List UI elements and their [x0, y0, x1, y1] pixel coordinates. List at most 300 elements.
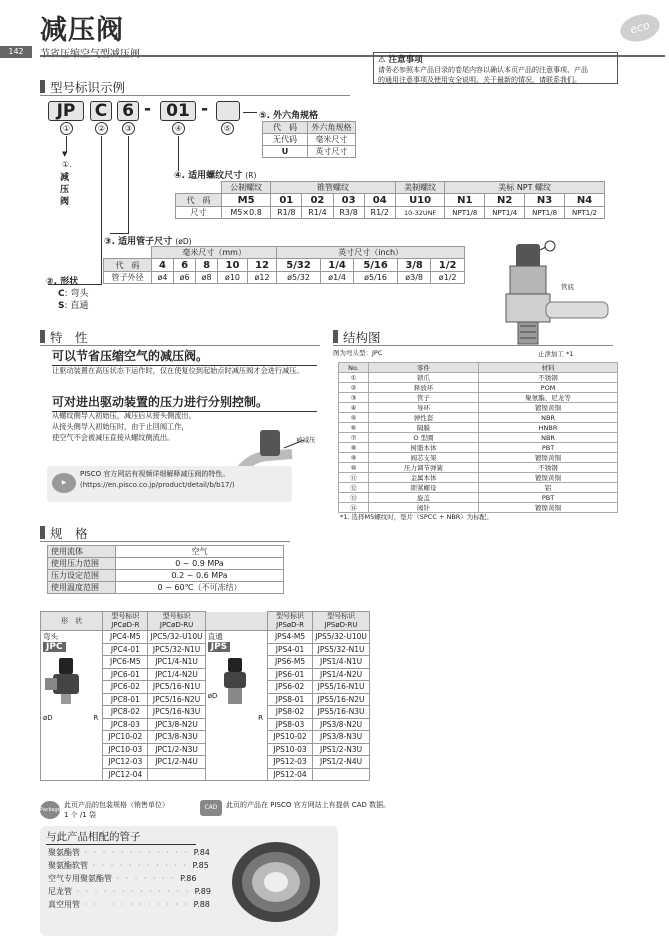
prod-head-col: JPSøD-R	[276, 621, 304, 629]
circle-3: ③	[122, 122, 135, 135]
model-cell: JPS1/4-N1U	[313, 656, 370, 669]
straight-label: 直通	[207, 632, 223, 641]
model-cell: JPC6-02	[103, 681, 148, 694]
model-cell: JPC10-02	[103, 731, 148, 744]
prod-head-col: JPSøD-RU	[324, 621, 358, 629]
model-cell: JPS6-M5	[267, 656, 312, 669]
part-material: 聚氨酯、尼龙等	[479, 393, 618, 403]
feature-1-title: 可以节省压缩空气的减压阀。	[52, 347, 317, 366]
prod-head-model: 型号标识	[276, 612, 305, 620]
part-material: 铝	[479, 483, 618, 493]
spec-row	[48, 570, 284, 582]
spec-value: 空气	[116, 546, 284, 558]
tube-item[interactable]: 聚氨酯管 · · · · · · · · · · · · P.84	[48, 848, 210, 857]
parts-row	[339, 393, 618, 403]
tube-od: ø1/2	[431, 272, 465, 284]
model-cell: JPC3/8-N2U	[148, 718, 205, 731]
model-cell: JPC6-01	[103, 668, 148, 681]
tube-code: 6	[174, 259, 196, 272]
thread-size: 10-32UNF	[395, 207, 445, 219]
model-cell: JPC1/2-N4U	[148, 756, 205, 769]
elbow-code: JPC	[43, 642, 66, 652]
knob-shape	[516, 244, 540, 268]
tube-code-label: 代 码	[104, 259, 152, 272]
thread-group-taper: 锥管螺纹	[271, 182, 396, 194]
part-name: 释放环	[369, 383, 479, 393]
thread-size: M5×0.8	[222, 207, 271, 219]
part-material: 镀镍黄铜	[479, 453, 618, 463]
model-cell: JPC8-03	[103, 718, 148, 731]
spec-row	[48, 582, 284, 594]
video-link[interactable]: (https://en.pisco.co.jp/product/detail/b/b17/)	[80, 481, 235, 489]
model-cell	[313, 768, 370, 781]
part-no: ③	[339, 393, 369, 403]
code-box-series: JP	[48, 101, 84, 121]
page-title: 减压阀	[40, 15, 124, 46]
shape-label: ②. 形状	[46, 277, 79, 287]
model-cell: JPC5/16-N3U	[148, 706, 205, 719]
tube-page: P.86	[180, 874, 197, 883]
tube-od: ø12	[247, 272, 277, 284]
model-cell: JPS8-02	[267, 706, 312, 719]
model-cell: JPS1/2-N4U	[313, 756, 370, 769]
model-cell: JPC3/8-N3U	[148, 731, 205, 744]
table-row	[41, 631, 370, 644]
shape-s-code: S	[58, 301, 65, 311]
eco-badge: eco	[617, 10, 662, 45]
thread-code: 04	[364, 194, 395, 207]
tube-code: 4	[152, 259, 174, 272]
shape-c-code: C	[58, 289, 65, 299]
part-name: 旋盖	[369, 493, 479, 503]
label-stop-process	[538, 349, 573, 358]
feature-2-title: 可对进出驱动装置的压力进行分别控制。	[52, 393, 317, 412]
code-box-hex	[216, 101, 240, 121]
spec-row	[48, 546, 284, 558]
label-reduced: 被减压	[296, 436, 316, 444]
straight-od-label: øD	[207, 692, 218, 700]
tube-item[interactable]: 聚氨酯软管 · · · · · · · · · · · P.85	[48, 861, 209, 870]
thread-label	[174, 168, 256, 181]
model-cell: JPC5/16-N1U	[148, 681, 205, 694]
notice-line-2: 的通用注意事项及使用安全说明。关于最新的情况，请联系我们。	[378, 76, 581, 84]
hex-row1-code: 无代码	[263, 134, 308, 146]
thread-size-label: 尺寸	[176, 207, 222, 219]
prod-shape-head: 形 状	[41, 612, 103, 631]
part-name: 锁爪	[369, 373, 479, 383]
part-material: POM	[479, 383, 618, 393]
thread-size: NPT1/8	[525, 207, 565, 219]
spec-value: 0 ~ 60℃（不可冻结）	[116, 582, 284, 594]
tube-name: 空气专用聚氨酯管	[48, 874, 112, 883]
circle-2: ②	[95, 122, 108, 135]
tube-corner	[104, 247, 152, 259]
tube-unit: (øD)	[175, 237, 192, 246]
tube-code: 1/2	[431, 259, 465, 272]
thread-code: U10	[395, 194, 445, 207]
thread-group-us: 美制螺纹	[395, 182, 445, 194]
model-cell: JPS8-03	[267, 718, 312, 731]
feature-2-line-2: 从接头侧导入初始压时，由于止回阀工作，	[52, 422, 189, 431]
tube-od: ø4	[152, 272, 174, 284]
shape-straight	[58, 298, 88, 311]
video-icon: ▶	[52, 473, 76, 493]
tube-code: 5/16	[354, 259, 397, 272]
prod-head-col: JPCøD-RU	[159, 621, 194, 629]
model-cell	[148, 768, 205, 781]
body-upper-shape	[510, 266, 546, 296]
cad-icon: CAD	[200, 800, 222, 816]
code-dash-1: -	[144, 99, 152, 119]
thread-size: NPT1/2	[565, 207, 605, 219]
tube-od: ø5/32	[277, 272, 320, 284]
tube-name: 真空用管	[48, 900, 80, 909]
item1-number: ①.	[62, 160, 72, 169]
parts-row	[339, 493, 618, 503]
circle-1: ①	[60, 122, 73, 135]
straight-cell	[205, 631, 267, 781]
part-material: 不锈钢	[479, 463, 618, 473]
parts-row	[339, 453, 618, 463]
model-cell: JPC4-M5	[103, 631, 148, 644]
model-cell: JPC8-02	[103, 706, 148, 719]
parts-row	[339, 403, 618, 413]
model-cell: JPC5/32-N1U	[148, 643, 205, 656]
body-lower-shape	[506, 294, 550, 322]
circle-5: ⑤	[221, 122, 234, 135]
model-cell: JPC5/32-U10U	[148, 631, 205, 644]
part-material: 镀镍黄铜	[479, 473, 618, 483]
part-name: 树脂本体	[369, 443, 479, 453]
prod-col-head-2	[148, 612, 205, 631]
circle-4: ④	[172, 122, 185, 135]
product-table	[40, 611, 370, 781]
model-cell: JPC6-M5	[103, 656, 148, 669]
elbow-cell	[41, 631, 103, 781]
model-cell: JPS5/16-N1U	[313, 681, 370, 694]
parts-row	[339, 423, 618, 433]
package-icon: Package	[40, 801, 60, 819]
thread-size: R3/8	[333, 207, 364, 219]
page-number: 142	[0, 46, 32, 58]
tube-group-mm: 毫米尺寸（mm）	[152, 247, 277, 259]
model-cell: JPS6-02	[267, 681, 312, 694]
model-cell: JPS6-01	[267, 668, 312, 681]
spec-value: 0.2 ~ 0.6 MPa	[116, 570, 284, 582]
prod-head-model: 型号标识	[162, 612, 191, 620]
model-cell: JPS10-02	[267, 731, 312, 744]
tube-od: ø6	[174, 272, 196, 284]
part-no: ①	[339, 373, 369, 383]
model-cell: JPS5/32-U10U	[313, 631, 370, 644]
tube-label-text: ③. 适用管子尺寸	[104, 237, 173, 247]
code-box-thread: 01	[160, 101, 196, 121]
notice-heading: 注意事项	[388, 55, 423, 65]
item1-label: 减压阀	[60, 173, 70, 207]
structure-heading: 结构图	[333, 328, 381, 346]
thread-code: N4	[565, 194, 605, 207]
model-cell: JPS4-M5	[267, 631, 312, 644]
prod-head-model: 型号标识	[327, 612, 356, 620]
elbow-product-image	[43, 656, 99, 706]
part-no: ⑥	[339, 423, 369, 433]
model-cell: JPC1/2-N3U	[148, 743, 205, 756]
part-name: 管子	[369, 393, 479, 403]
hex-row2-code: U	[263, 146, 308, 158]
parts-row	[339, 373, 618, 383]
model-cell: JPC8-01	[103, 693, 148, 706]
tube-page: P.88	[193, 900, 210, 909]
elbow-r-label: R	[93, 714, 99, 722]
specs-table	[47, 545, 284, 594]
page-subtitle	[40, 45, 140, 60]
model-cell: JPS5/16-N3U	[313, 706, 370, 719]
code-dash-2: -	[201, 99, 209, 119]
spec-key: 使用流体	[48, 546, 116, 558]
tubes-heading: 与此产品相配的管子	[46, 831, 141, 843]
elbow-label: 弯头	[43, 632, 58, 641]
tubes-list	[48, 846, 228, 911]
model-cell: JPC5/16-N2U	[148, 693, 205, 706]
features-heading: 特 性	[40, 328, 88, 346]
model-cell: JPC12-04	[103, 768, 148, 781]
tube-code: 1/4	[320, 259, 354, 272]
structure-rule	[333, 345, 613, 346]
specs-rule	[40, 541, 290, 542]
model-code-heading: 型号标识示例	[40, 78, 125, 96]
thread-code: M5	[222, 194, 271, 207]
part-no: ⑪	[339, 473, 369, 483]
model-cell: JPS3/8-N3U	[313, 731, 370, 744]
model-cell: JPS4-01	[267, 643, 312, 656]
part-name: 金属本体	[369, 473, 479, 483]
model-cell: JPC1/4-N1U	[148, 656, 205, 669]
tube-code: 5/32	[277, 259, 320, 272]
tube-group-inch: 英寸尺寸（inch）	[277, 247, 465, 259]
thread-code: N1	[445, 194, 485, 207]
parts-row	[339, 383, 618, 393]
label-tube-bottom: 管底	[561, 283, 574, 291]
features-rule	[40, 345, 320, 346]
hex-head-spec: 外六角规格	[308, 122, 356, 134]
thread-group-npt: 美标 NPT 螺纹	[445, 182, 605, 194]
model-cell: JPS8-01	[267, 693, 312, 706]
hex-head-code: 代 码	[263, 122, 308, 134]
structure-footnote: *1. 选择M5螺纹时，垫片（SPCC + NBR）为标配。	[340, 513, 493, 521]
thread-label-text: ④. 适用螺纹尺寸	[174, 171, 243, 181]
elbow-od-label: øD	[43, 714, 53, 722]
hex-row1-spec: 毫米尺寸	[308, 134, 356, 146]
tube-od: ø5/16	[354, 272, 397, 284]
model-cell: JPC1/4-N2U	[148, 668, 205, 681]
thread-table	[175, 181, 605, 219]
tube-item[interactable]: 真空用管 · · · · · · · · · · · · P.88	[48, 900, 210, 909]
package-value: 1 个 /1 袋	[64, 811, 96, 819]
feature-2-line-1: 从螺纹侧导入初始压，减压后从接头侧流出。	[52, 411, 196, 420]
part-no: ⑭	[339, 503, 369, 513]
notice-box	[373, 52, 618, 84]
model-cell: JPS5/32-N1U	[313, 643, 370, 656]
part-no: ⑤	[339, 413, 369, 423]
spec-row	[48, 558, 284, 570]
thread-size: NPT1/4	[485, 207, 525, 219]
part-no: ⑫	[339, 483, 369, 493]
part-material: 不锈钢	[479, 373, 618, 383]
notice-line-1: 请务必参照本产品目录的卷尾内容以确认本页产品的注意事项、产品	[378, 66, 588, 74]
part-no: ④	[339, 403, 369, 413]
part-material: PBT	[479, 493, 618, 503]
tube-name: 聚氨酯管	[48, 848, 80, 857]
thread-size-row	[176, 207, 605, 219]
shape-s-text: : 直通	[64, 301, 89, 311]
cutaway-illustration	[480, 236, 630, 360]
tube-name: 聚氨酯软管	[48, 861, 88, 870]
parts-row	[339, 473, 618, 483]
hex-table	[262, 121, 356, 158]
leader-5	[243, 112, 257, 113]
model-cell: JPS12-04	[267, 768, 312, 781]
structure-caption: 图为弯头型：JPC	[333, 349, 383, 357]
thread-code: N2	[485, 194, 525, 207]
package-text: 此页产品的包装规格（销售单位）	[64, 801, 169, 809]
tube-item[interactable]: 空气专用聚氨酯管 · · · · · · · P.86	[48, 874, 197, 883]
leader-4	[178, 136, 179, 171]
model-cell: JPS5/16-N2U	[313, 693, 370, 706]
leader-2	[101, 136, 102, 284]
tube-od-label: 管子外径	[104, 272, 152, 284]
shape-c-text: : 弯头	[64, 289, 89, 299]
part-material: NBR	[479, 433, 618, 443]
part-material: NBR	[479, 413, 618, 423]
thread-code: N3	[525, 194, 565, 207]
straight-code: JPS	[208, 642, 230, 652]
label-stop-ref: *1	[566, 350, 574, 358]
part-no: ②	[339, 383, 369, 393]
tube-table	[103, 246, 465, 284]
model-cell: JPC10-03	[103, 743, 148, 756]
tube-code: 8	[196, 259, 218, 272]
prod-col-head-4	[313, 612, 370, 631]
thread-code: 02	[302, 194, 333, 207]
tube-name: 尼龙管	[48, 887, 72, 896]
tube-od: ø1/4	[320, 272, 354, 284]
hex-row2-spec: 英寸尺寸	[308, 146, 356, 158]
tube-od: ø10	[218, 272, 248, 284]
part-no: ⑩	[339, 463, 369, 473]
parts-row	[339, 483, 618, 493]
thread-shape	[518, 322, 538, 344]
label-stop-text: 止泄加工	[538, 350, 564, 358]
part-name: 阀芯支架	[369, 453, 479, 463]
part-no: ⑬	[339, 493, 369, 503]
thread-size: R1/8	[271, 207, 302, 219]
part-name: 弹性套	[369, 413, 479, 423]
tubes-image	[228, 832, 334, 932]
part-no: ⑧	[339, 443, 369, 453]
parts-row	[339, 413, 618, 423]
model-cell: JPS12-03	[267, 756, 312, 769]
leader-3	[128, 136, 129, 233]
part-material: PBT	[479, 443, 618, 453]
model-cell: JPC12-03	[103, 756, 148, 769]
prod-col-head-3	[267, 612, 312, 631]
part-material: 镀镍黄铜	[479, 503, 618, 513]
tube-fitting-shape	[546, 302, 608, 318]
thread-size: NPT1/8	[445, 207, 485, 219]
part-no: ⑦	[339, 433, 369, 443]
valve-body-shape	[260, 430, 280, 456]
hex-label: ⑤. 外六角规格	[259, 111, 319, 121]
model-cell: JPS3/8-N2U	[313, 718, 370, 731]
warning-icon: ⚠	[378, 55, 386, 65]
part-material: 镀镍黄铜	[479, 403, 618, 413]
tubes-rule	[46, 844, 196, 845]
tube-page: P.85	[192, 861, 209, 870]
model-cell: JPS1/2-N3U	[313, 743, 370, 756]
part-material: HNBR	[479, 423, 618, 433]
leader-1-arrow: ▼	[62, 150, 68, 158]
thread-code: 03	[333, 194, 364, 207]
spec-key: 使用温度范围	[48, 582, 116, 594]
tube-od: ø8	[196, 272, 218, 284]
spec-key: 使用压力范围	[48, 558, 116, 570]
parts-row	[339, 433, 618, 443]
parts-row	[339, 463, 618, 473]
feature-2-line-3: 使空气不会被减压直接从螺纹侧流出。	[52, 433, 175, 442]
parts-col-part: 零件	[369, 363, 479, 373]
spec-key: 压力设定范围	[48, 570, 116, 582]
thread-unit: (R)	[245, 171, 257, 180]
tube-code: 3/8	[397, 259, 431, 272]
thread-group-metric: 公制螺纹	[222, 182, 271, 194]
parts-table	[338, 362, 618, 513]
video-text: PISCO 官方网站有视频详细解释减压阀的特性。	[80, 470, 230, 478]
part-name: 阀针	[369, 503, 479, 513]
feature-1-text: 让驱动装置在高压状态下运作时，仅在使复位到起始点时减压阀才会进行减压。	[52, 366, 304, 375]
tube-item[interactable]: 尼龙管 · · · · · · · · · · · · · P.89	[48, 887, 211, 896]
tube-page: P.84	[193, 848, 210, 857]
prod-head-col: JPCøD-R	[111, 621, 140, 629]
part-name: 隔膜	[369, 423, 479, 433]
code-box-tube: 6	[117, 101, 139, 121]
parts-col-no: No.	[339, 363, 369, 373]
tube-code: 10	[218, 259, 248, 272]
part-name: 导环	[369, 403, 479, 413]
tube-page: P.89	[194, 887, 211, 896]
thread-code: 01	[271, 194, 302, 207]
spec-value: 0 ~ 0.9 MPa	[116, 558, 284, 570]
straight-r-label: R	[258, 714, 263, 722]
thread-code-row	[176, 194, 605, 207]
cad-text: 此页的产品在 PISCO 官方网站上有提供 CAD 数据。	[226, 801, 391, 809]
thread-corner	[176, 182, 222, 194]
model-cell: JPS10-03	[267, 743, 312, 756]
specs-heading: 规 格	[40, 524, 88, 542]
prod-col-head-1	[103, 612, 148, 631]
tube-code-row	[104, 259, 465, 272]
thread-size: R1/2	[364, 207, 395, 219]
prod-shape-head-2	[205, 612, 267, 631]
thread-size: R1/4	[302, 207, 333, 219]
model-cell: JPC4-01	[103, 643, 148, 656]
code-box-shape: C	[90, 101, 112, 121]
part-name: O 型圈	[369, 433, 479, 443]
part-name: 锁紧螺母	[369, 483, 479, 493]
tube-code: 12	[247, 259, 277, 272]
parts-col-material: 材料	[479, 363, 618, 373]
model-cell: JPS1/4-N2U	[313, 668, 370, 681]
tube-od: ø3/8	[397, 272, 431, 284]
